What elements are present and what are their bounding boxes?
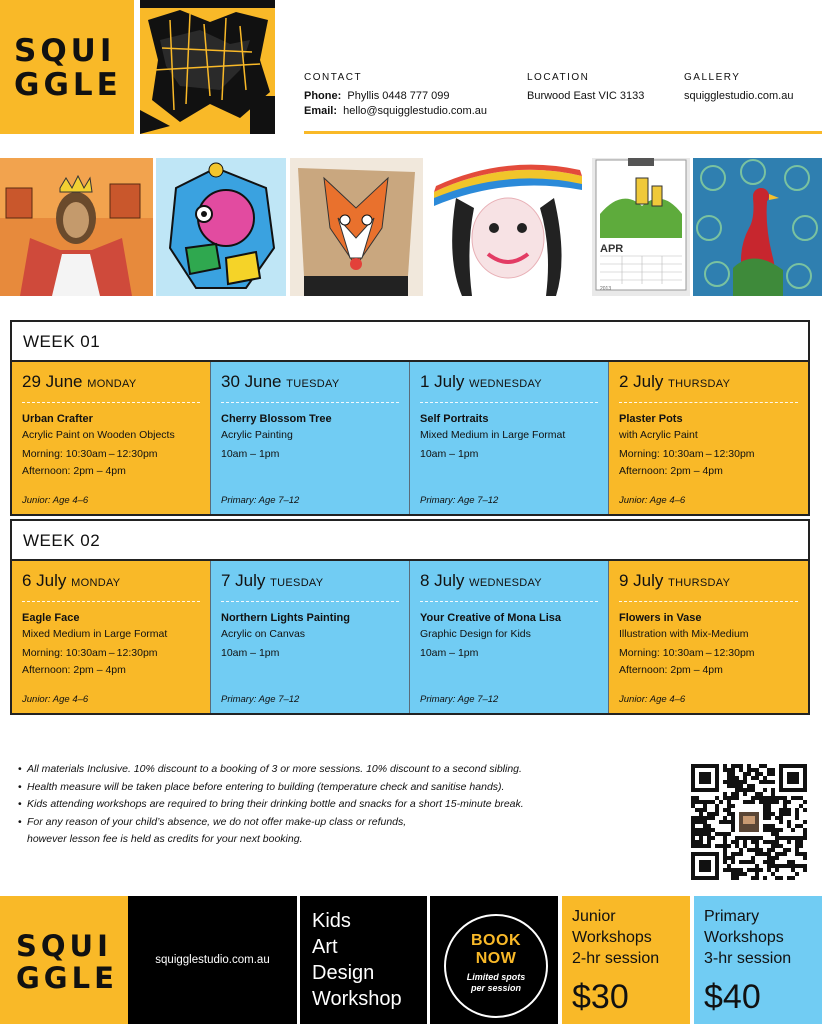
logo-wordmark (16, 930, 118, 994)
workshop-medium: Acrylic on Canvas (221, 628, 306, 640)
location-value: Burwood East VIC 3133 (527, 90, 645, 102)
week-01-schedule (10, 320, 810, 516)
price-label-line: Junior (572, 908, 616, 925)
dashed-divider (22, 402, 200, 403)
weekday-text: TUESDAY (270, 577, 324, 589)
workshop-title: Urban Crafter (22, 413, 93, 425)
email-row (304, 104, 487, 119)
workshop-title: Flowers in Vase (619, 612, 702, 624)
phone-label: Phone: (304, 90, 342, 102)
week-02-schedule (10, 519, 810, 715)
tagline-line: Kids (312, 910, 351, 932)
logo-line-2: GGLE (16, 961, 118, 995)
age-group: Junior: Age 4–6 (619, 694, 686, 705)
workshop-medium: with Acrylic Paint (619, 429, 698, 441)
tagline-line: Design (312, 962, 375, 984)
artwork-self-portrait (426, 158, 588, 296)
footer-url-text: squigglestudio.com.au (155, 954, 270, 966)
workshop-medium: Mixed Medium in Large Format (420, 429, 566, 441)
limited-line-2: per session (470, 983, 522, 993)
session-time: 10am – 1pm (221, 647, 280, 659)
workshop-title: Plaster Pots (619, 413, 683, 425)
brand-logo-top (0, 0, 134, 134)
limited-line-1: Limited spots (466, 972, 526, 982)
weekday-text: THURSDAY (668, 378, 731, 390)
date-text: 30 June (221, 372, 282, 391)
day-date (619, 370, 798, 396)
gallery-block (684, 70, 793, 104)
day-card (211, 362, 410, 514)
workshop-title: Self Portraits (420, 413, 489, 425)
session-time: 10am – 1pm (221, 448, 280, 460)
phone-value[interactable]: Phyllis 0448 777 099 (347, 90, 450, 102)
tagline-line: Art (312, 936, 338, 958)
footer-logo (0, 896, 128, 1024)
logo-line-1: SQUI (16, 929, 112, 963)
day-card (609, 362, 808, 514)
book-now-label (446, 932, 546, 968)
qr-code[interactable] (691, 764, 807, 880)
date-text: 9 July (619, 571, 664, 590)
session-time-2: Afternoon: 2pm – 4pm (619, 465, 723, 477)
contact-heading: CONTACT (304, 72, 363, 83)
workshop-title: Eagle Face (22, 612, 80, 624)
day-date (22, 569, 200, 595)
session-time: Morning: 10:30am – 12:30pm (22, 647, 158, 659)
logo-line-2: GGLE (14, 67, 122, 103)
phone-row (304, 89, 487, 104)
weekday-text: TUESDAY (286, 378, 340, 390)
primary-price: $40 (704, 978, 761, 1016)
footer-website-link[interactable] (128, 896, 297, 1024)
day-card (410, 362, 609, 514)
note-item: • For any reason of your child’s absence, we do not offer make-up class or refunds, (18, 814, 658, 832)
price-label-line: Workshops (572, 929, 652, 946)
dashed-divider (420, 601, 598, 602)
session-time: 10am – 1pm (420, 647, 479, 659)
price-label-line: Workshops (704, 929, 784, 946)
weekday-text: WEDNESDAY (469, 577, 542, 589)
header-divider (304, 131, 822, 134)
date-text: 2 July (619, 372, 664, 391)
book-label-line-1: BOOK (471, 932, 521, 949)
age-group: Primary: Age 7–12 (420, 694, 499, 705)
weekday-text: MONDAY (71, 577, 121, 589)
email-label: Email: (304, 105, 338, 117)
day-card (410, 561, 609, 713)
limited-spots-text (446, 972, 546, 994)
day-date (420, 569, 598, 595)
dashed-divider (221, 601, 399, 602)
day-card (12, 561, 211, 713)
workshop-medium: Illustration with Mix-Medium (619, 628, 749, 640)
gallery-link[interactable]: squigglestudio.com.au (684, 90, 794, 102)
date-text: 1 July (420, 372, 465, 391)
session-time-2: Afternoon: 2pm – 4pm (22, 664, 126, 676)
email-link[interactable]: hello@squigglestudio.com.au (343, 105, 488, 117)
terms-notes (18, 761, 658, 849)
workshop-title: Cherry Blossom Tree (221, 413, 332, 425)
age-group: Primary: Age 7–12 (221, 694, 300, 705)
artwork-mona-lisa (0, 158, 153, 296)
junior-price: $30 (572, 978, 629, 1016)
calendar-month-label: APR (600, 243, 624, 255)
dashed-divider (420, 402, 598, 403)
primary-price-box (694, 896, 822, 1024)
session-time-2: Afternoon: 2pm – 4pm (619, 664, 723, 676)
workshop-medium: Acrylic Painting (221, 429, 293, 441)
calendar-year-label: 2013 (600, 286, 612, 292)
footer-kids-art-heading (300, 896, 427, 1024)
book-now-panel (430, 896, 558, 1024)
date-text: 8 July (420, 571, 465, 590)
day-card (211, 561, 410, 713)
contact-block (304, 70, 487, 119)
dashed-divider (221, 402, 399, 403)
dashed-divider (22, 601, 200, 602)
note-item: • Kids attending workshops are required to bring their drinking bottle and snacks for a short 15-minute break. (18, 796, 658, 814)
gallery-heading: GALLERY (684, 72, 741, 83)
session-length: 3-hr session (704, 950, 792, 967)
session-time: Morning: 10:30am – 12:30pm (619, 647, 755, 659)
session-time: Morning: 10:30am – 12:30pm (22, 448, 158, 460)
artwork-peacock (693, 158, 822, 296)
session-time: Morning: 10:30am – 12:30pm (619, 448, 755, 460)
age-group: Junior: Age 4–6 (22, 694, 89, 705)
session-time-2: Afternoon: 2pm – 4pm (22, 465, 126, 477)
workshop-medium: Mixed Medium in Large Format (22, 628, 168, 640)
weekday-text: MONDAY (87, 378, 137, 390)
note-item: • All materials Inclusive. 10% discount to a booking of 3 or more sessions. 10% discount to a second sibling. (18, 761, 658, 779)
artwork-strip (0, 158, 822, 296)
texture-image (140, 0, 275, 134)
age-group: Junior: Age 4–6 (619, 495, 686, 506)
note-continuation: however lesson fee is held as credits for your next booking. (27, 833, 303, 845)
dashed-divider (619, 601, 798, 602)
weekday-text: WEDNESDAY (469, 378, 542, 390)
dashed-divider (619, 402, 798, 403)
workshop-title: Your Creative of Mona Lisa (420, 612, 561, 624)
day-date (619, 569, 798, 595)
day-card (12, 362, 211, 514)
date-text: 6 July (22, 571, 67, 590)
day-date (221, 370, 399, 396)
weekday-text: THURSDAY (668, 577, 731, 589)
location-heading: LOCATION (527, 72, 590, 83)
logo-line-1: SQUI (14, 33, 116, 69)
logo-wordmark (14, 34, 122, 102)
workshop-medium: Acrylic Paint on Wooden Objects (22, 429, 175, 441)
day-date (221, 569, 399, 595)
artwork-calendar (592, 158, 690, 296)
age-group: Primary: Age 7–12 (420, 495, 499, 506)
artwork-pop-dog (156, 158, 286, 296)
week-title: WEEK 02 (12, 521, 808, 561)
day-card (609, 561, 808, 713)
artwork-fox-mask (290, 158, 423, 296)
week-days (12, 362, 808, 514)
workshop-medium: Graphic Design for Kids (420, 628, 531, 640)
price-label-line: Primary (704, 908, 760, 925)
day-date (420, 370, 598, 396)
age-group: Junior: Age 4–6 (22, 495, 89, 506)
tagline-line: Workshop (312, 988, 402, 1010)
workshop-title: Northern Lights Painting (221, 612, 350, 624)
book-now-button[interactable] (444, 914, 548, 1018)
date-text: 7 July (221, 571, 266, 590)
date-text: 29 June (22, 372, 83, 391)
location-block (527, 70, 644, 104)
note-item: • Health measure will be taken place before entering to building (temperature check and sanitise hands). (18, 779, 658, 797)
age-group: Primary: Age 7–12 (221, 495, 300, 506)
week-days (12, 561, 808, 713)
book-label-line-2: NOW (475, 950, 517, 967)
session-time: 10am – 1pm (420, 448, 479, 460)
week-title: WEEK 01 (12, 322, 808, 362)
day-date (22, 370, 200, 396)
junior-price-box (562, 896, 690, 1024)
session-length: 2-hr session (572, 950, 660, 967)
